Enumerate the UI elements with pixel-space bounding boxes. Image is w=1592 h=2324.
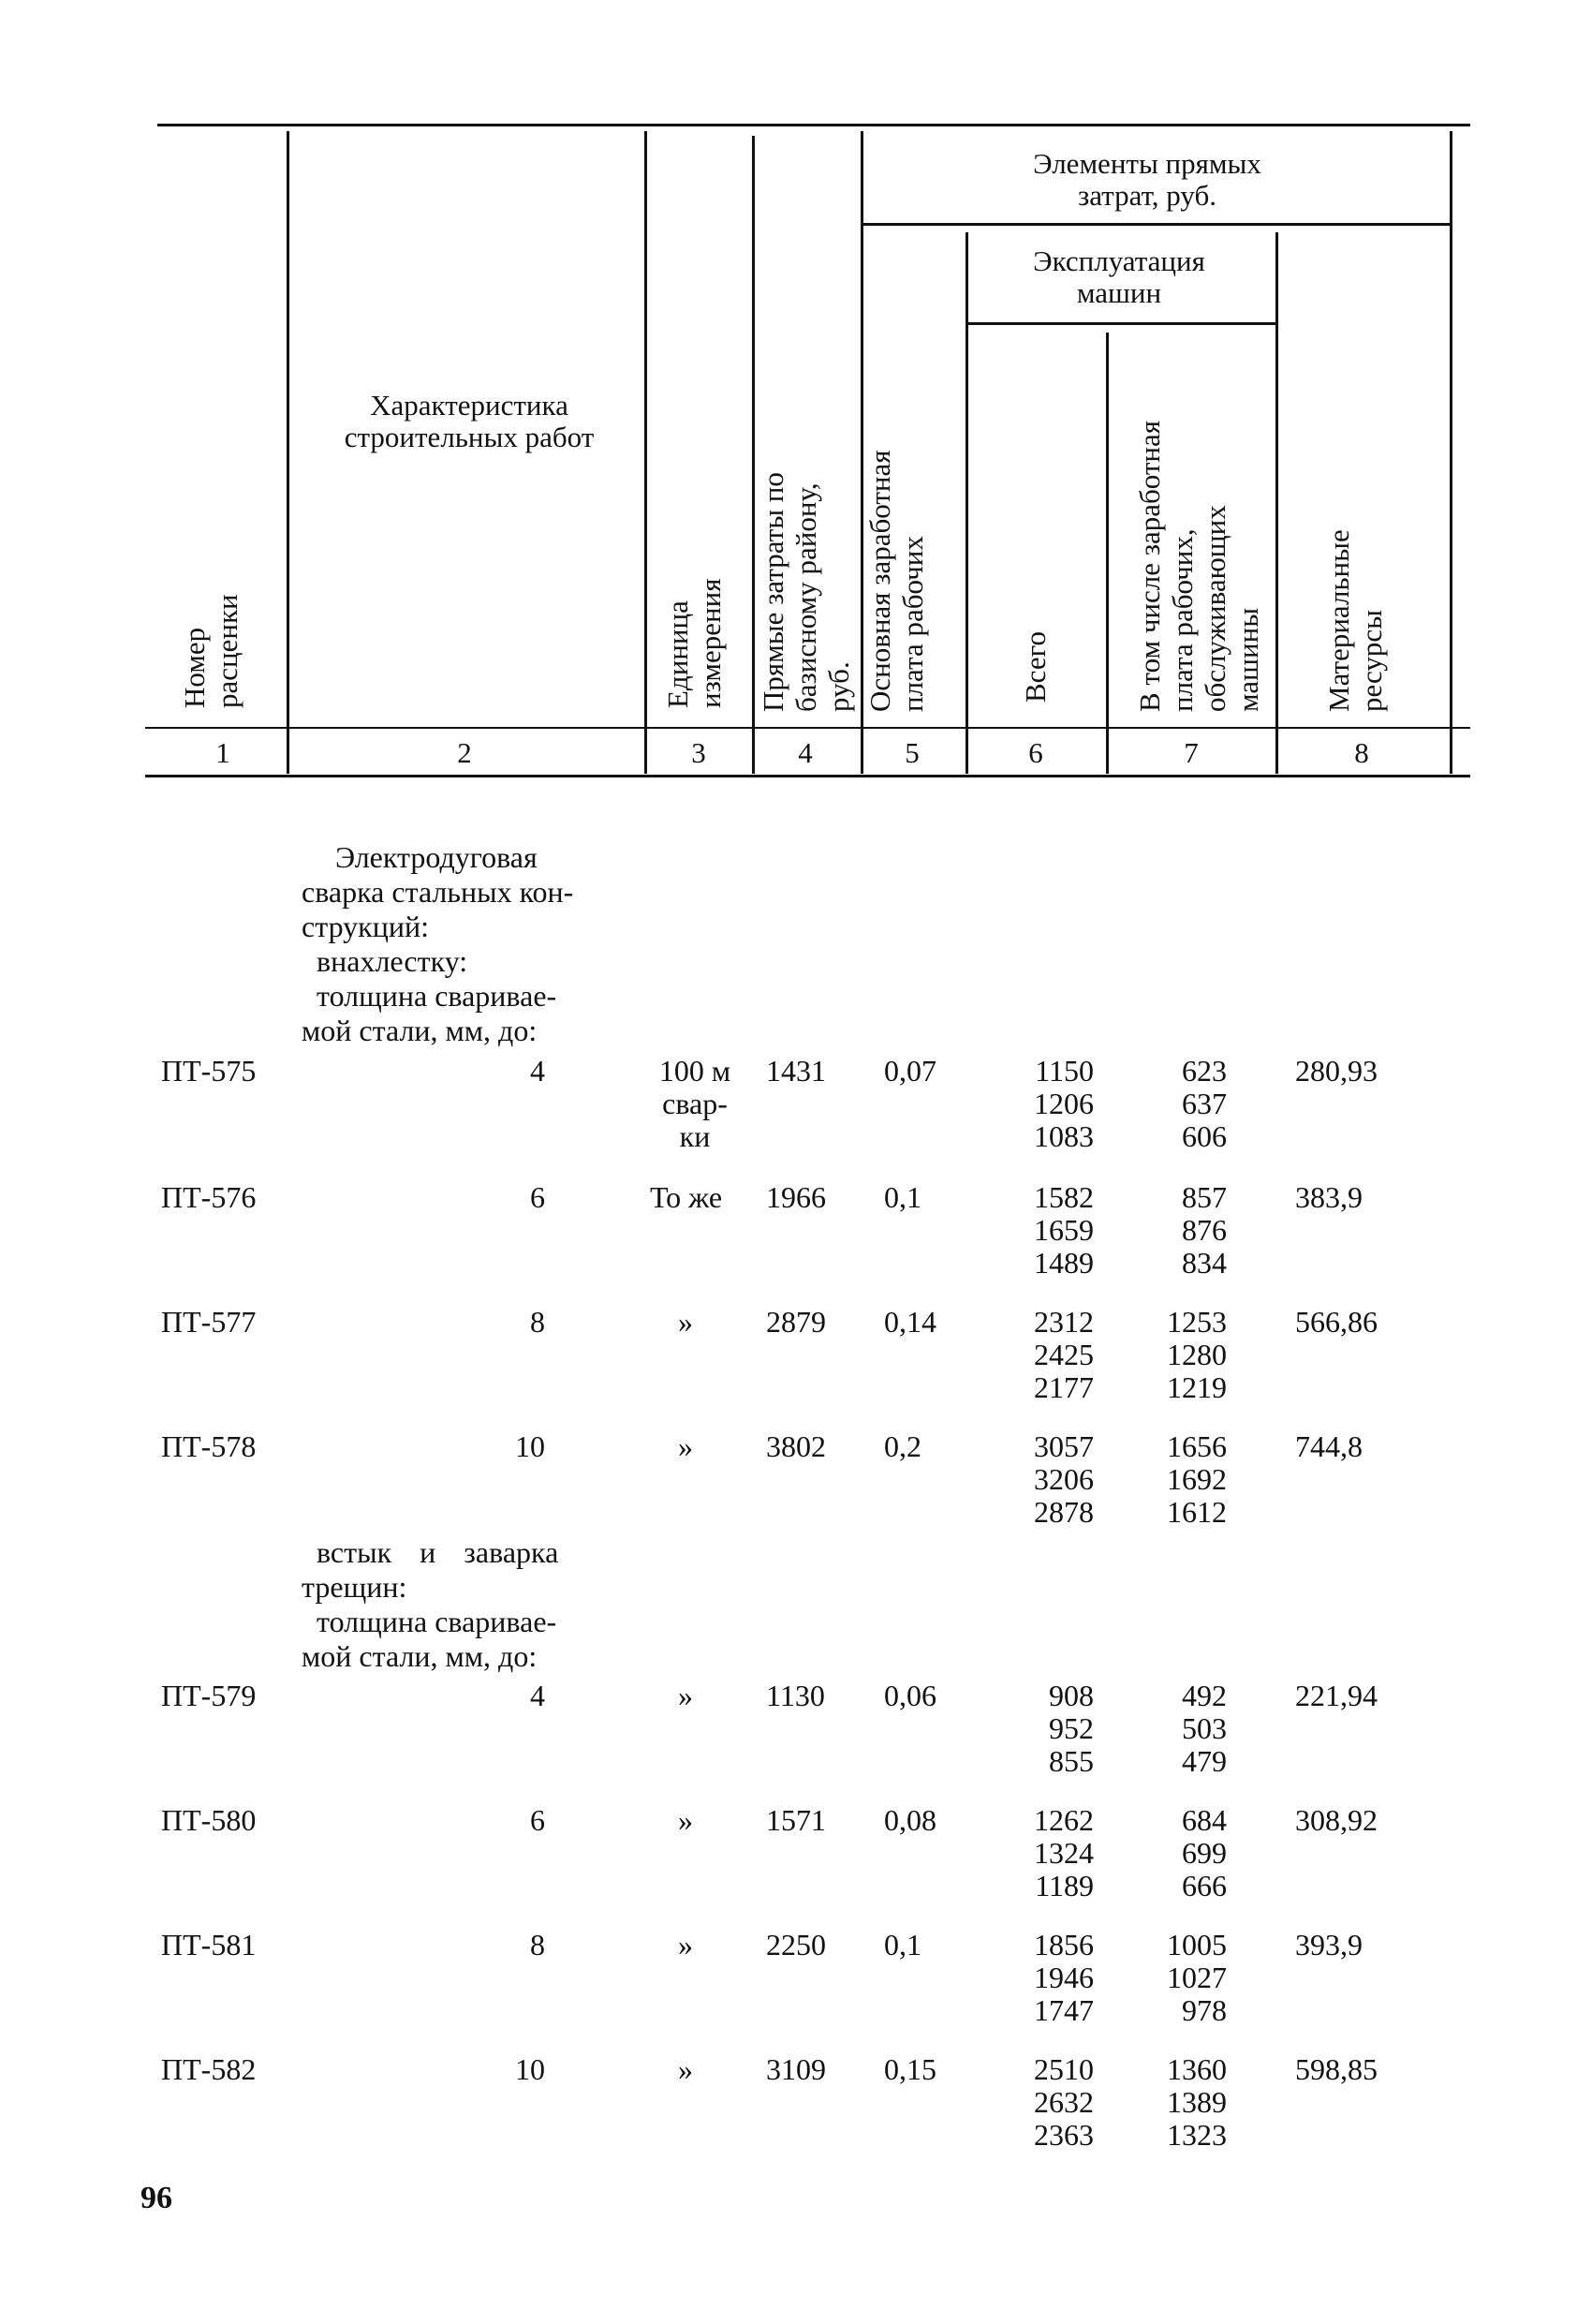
col1-header: Номер расценки (178, 594, 243, 708)
direct-cost: 3109 (766, 2052, 826, 2086)
machines-wage: 1253 1280 1219 (1167, 1305, 1227, 1404)
thickness: 6 (530, 1180, 545, 1214)
table-row (0, 1929, 1592, 2041)
section-text: внахлестку: (317, 944, 468, 978)
materials: 383,9 (1295, 1180, 1363, 1214)
unit: » (678, 1679, 693, 1712)
machines-wage: 857 876 834 (1182, 1180, 1227, 1280)
materials: 598,85 (1295, 2052, 1378, 2086)
col-divider (1106, 333, 1109, 774)
section-text: встык и заварка (317, 1535, 559, 1569)
machines-wage: 492 503 479 (1182, 1679, 1227, 1778)
machines-total: 2510 2632 2363 (1034, 2052, 1094, 2152)
machines-header: Эксплуатация машин (1033, 244, 1205, 309)
unit: » (678, 1429, 693, 1463)
col4-header: Прямые затраты по базисному району, руб. (757, 472, 855, 712)
machines-wage: 684 699 666 (1182, 1803, 1227, 1902)
base-wage: 0,1 (884, 1180, 921, 1214)
header-bottom-rule (145, 727, 1470, 729)
rate-code: ПТ-575 (161, 1054, 257, 1088)
unit: » (678, 1928, 693, 1961)
rate-code: ПТ-581 (161, 1928, 257, 1961)
table-row (0, 1181, 1592, 1294)
table-row (0, 1306, 1592, 1418)
base-wage: 0,14 (884, 1305, 936, 1339)
column-number: 5 (905, 736, 920, 769)
table-row (0, 2053, 1592, 2166)
machines-wage: 1656 1692 1612 (1167, 1429, 1227, 1529)
table-row (0, 1804, 1592, 1917)
base-wage: 0,1 (884, 1928, 921, 1961)
col-divider (1450, 131, 1452, 774)
column-numbers-rule (145, 775, 1470, 777)
section-text: трещин: (302, 1570, 407, 1604)
machines-wage: 1360 1389 1323 (1167, 2052, 1227, 2152)
thickness: 4 (530, 1054, 545, 1088)
direct-cost: 2879 (766, 1305, 826, 1339)
unit: » (678, 1305, 693, 1339)
unit: » (678, 1803, 693, 1837)
table-row (0, 1680, 1592, 1792)
section-text: мой стали, мм, до: (302, 1639, 538, 1673)
col-divider (966, 232, 968, 774)
col-divider (752, 136, 755, 774)
direct-cost: 1130 (766, 1679, 825, 1712)
column-number: 3 (691, 736, 706, 769)
col-divider (1275, 232, 1278, 774)
base-wage: 0,07 (884, 1054, 936, 1088)
col2-header: Характеристика строительных работ (344, 389, 595, 453)
machines-wage: 1005 1027 978 (1167, 1928, 1227, 2027)
machines-rule (968, 322, 1275, 325)
group-rule (863, 223, 1450, 226)
machines-total: 1262 1324 1189 (1034, 1803, 1094, 1902)
machines-total: 1856 1946 1747 (1034, 1928, 1094, 2027)
group-header: Элементы прямых затрат, руб. (1033, 147, 1261, 212)
col3-header: Единица измерения (661, 578, 727, 708)
rate-code: ПТ-580 (161, 1803, 257, 1837)
materials: 393,9 (1295, 1928, 1363, 1961)
thickness: 8 (530, 1928, 545, 1961)
col5-header: Основная заработная плата рабочих (863, 450, 929, 712)
column-number: 1 (215, 736, 230, 769)
section-text: Электродуговая (335, 840, 538, 874)
section-text: толщина сваривае- (317, 1605, 557, 1638)
col6-header: Всего (1019, 630, 1052, 703)
machines-total: 2312 2425 2177 (1034, 1305, 1094, 1404)
unit: » (678, 2052, 693, 2086)
rate-code: ПТ-582 (161, 2052, 257, 2086)
table-row (0, 1430, 1592, 1543)
materials: 744,8 (1295, 1429, 1363, 1463)
section-text: толщина сваривае- (317, 979, 557, 1013)
rate-code: ПТ-576 (161, 1180, 257, 1214)
direct-cost: 1966 (766, 1180, 826, 1214)
direct-cost: 2250 (766, 1928, 826, 1961)
table-row (0, 1055, 1592, 1167)
machines-wage: 623 637 606 (1182, 1054, 1227, 1153)
col7-header: В том числе заработная плата рабочих, обслуживающих машины (1133, 420, 1264, 712)
section-text: струкций: (302, 910, 429, 943)
materials: 280,93 (1295, 1054, 1378, 1088)
col8-header: Материальные ресурсы (1322, 529, 1388, 712)
section-text: мой стали, мм, до: (302, 1014, 538, 1047)
column-number: 6 (1028, 736, 1043, 769)
thickness: 8 (530, 1305, 545, 1339)
thickness: 6 (530, 1803, 545, 1837)
materials: 566,86 (1295, 1305, 1378, 1339)
rate-code: ПТ-579 (161, 1679, 257, 1712)
col-divider (644, 131, 647, 774)
machines-total: 1150 1206 1083 (1034, 1054, 1094, 1153)
page-number: 96 (140, 2181, 172, 2215)
base-wage: 0,06 (884, 1679, 936, 1712)
column-number: 4 (798, 736, 813, 769)
direct-cost: 1571 (766, 1803, 826, 1837)
machines-total: 908 952 855 (1049, 1679, 1094, 1778)
thickness: 10 (515, 1429, 545, 1463)
base-wage: 0,15 (884, 2052, 936, 2086)
section-text: сварка стальных кон- (302, 875, 574, 909)
machines-total: 3057 3206 2878 (1034, 1429, 1094, 1529)
rate-code: ПТ-578 (161, 1429, 257, 1463)
rate-code: ПТ-577 (161, 1305, 257, 1339)
base-wage: 0,08 (884, 1803, 936, 1837)
direct-cost: 3802 (766, 1429, 826, 1463)
column-number: 8 (1354, 736, 1369, 769)
machines-total: 1582 1659 1489 (1034, 1180, 1094, 1280)
thickness: 4 (530, 1679, 545, 1712)
unit: То же (650, 1180, 723, 1214)
column-number: 2 (457, 736, 472, 769)
top-rule (157, 124, 1470, 126)
materials: 221,94 (1295, 1679, 1378, 1712)
thickness: 10 (515, 2052, 545, 2086)
unit: 100 м свар- ки (658, 1054, 731, 1153)
base-wage: 0,2 (884, 1429, 921, 1463)
col-divider (287, 131, 289, 774)
materials: 308,92 (1295, 1803, 1378, 1837)
direct-cost: 1431 (766, 1054, 826, 1088)
column-number: 7 (1184, 736, 1199, 769)
